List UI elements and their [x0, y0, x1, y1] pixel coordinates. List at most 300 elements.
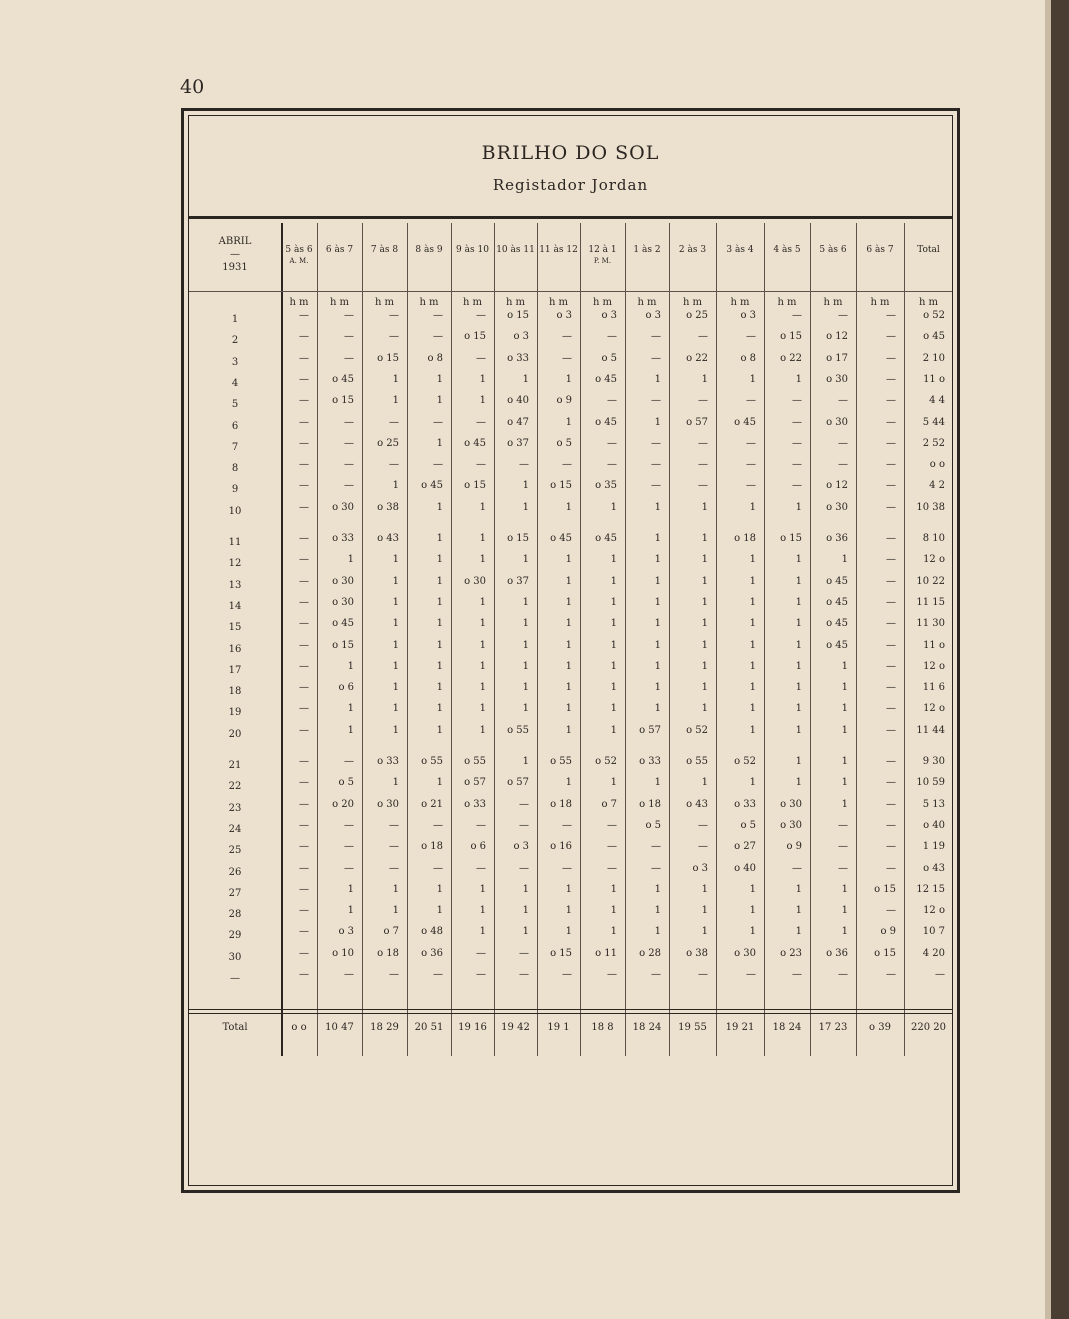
table-cell: —	[299, 310, 309, 321]
table-cell: 1	[701, 703, 708, 715]
table-cell: o 45	[826, 575, 848, 587]
table-cell: —	[607, 331, 617, 343]
table-cell: o 3	[513, 331, 529, 343]
table-cell: 1	[795, 639, 802, 651]
table-cell: 12 o	[923, 905, 945, 917]
table-cell: 1	[522, 480, 529, 492]
table-cell: 11 o	[923, 639, 945, 651]
table-cell: 1	[436, 533, 443, 544]
table-cell: —	[344, 756, 354, 767]
table-cell: o 15	[550, 947, 572, 959]
table-cell: —	[792, 459, 802, 471]
unit-label: h m	[329, 297, 350, 308]
table-cell: o 11	[595, 947, 617, 959]
column-header-label: 2 às 3	[678, 245, 707, 255]
table-cell: o 3	[692, 862, 708, 874]
table-cell: o 36	[826, 533, 848, 544]
table-cell: 1	[479, 596, 486, 608]
day-label: 7	[231, 441, 239, 453]
table-cell: o 7	[383, 926, 399, 938]
year-label: 1931	[222, 262, 248, 273]
table-cell: —	[299, 862, 309, 874]
table-cell: 2 10	[922, 352, 945, 364]
table-cell: 1	[654, 373, 661, 385]
table-cell: o 15	[874, 947, 896, 959]
table-cell: —	[344, 862, 354, 874]
table-cell: 4 2	[929, 480, 945, 492]
day-label: 28	[228, 909, 242, 921]
table-cell: o 15	[507, 533, 529, 544]
column-header	[716, 233, 764, 283]
table-cell: o 38	[686, 947, 708, 959]
table-cell: 1	[701, 618, 708, 630]
unit-label: h m	[637, 297, 657, 308]
table-cell: —	[886, 777, 896, 789]
table-cell: —	[886, 862, 896, 874]
table-cell: o 23	[780, 947, 802, 959]
table-cell: —	[299, 373, 309, 385]
table-cell: 1	[565, 575, 572, 587]
day-label: 6	[231, 420, 239, 432]
table-cell: o 25	[686, 310, 708, 321]
table-cell: 1	[654, 618, 661, 630]
table-cell: 1	[795, 575, 802, 587]
day-label: 14	[228, 600, 242, 612]
column-header-label: 10 às 11	[496, 245, 535, 255]
table-cell: —	[299, 883, 309, 895]
table-cell: o 8	[427, 352, 443, 364]
table-cell: 1	[436, 618, 443, 630]
table-cell: 1	[392, 724, 399, 736]
table-cell: 1	[610, 501, 617, 513]
table-cell: o 8	[740, 352, 756, 364]
table-cell: 1	[522, 639, 529, 651]
table-cell: 1	[749, 554, 756, 566]
table-cell: —	[651, 969, 661, 980]
table-cell: o 5	[740, 819, 756, 831]
table-cell: 10 22	[916, 575, 945, 587]
unit-label: h m	[823, 297, 843, 308]
table-cell: 1	[795, 703, 802, 715]
table-cell: —	[476, 862, 486, 874]
table-cell: o 5	[645, 819, 661, 831]
table-cell: o 30	[826, 373, 848, 385]
month-header	[189, 235, 281, 274]
total-row-label: Total	[222, 1022, 248, 1033]
table-cell: 1	[654, 682, 661, 694]
table-cell: 12 o	[923, 554, 945, 566]
table-cell: —	[886, 480, 896, 492]
unit-label: h m	[682, 297, 703, 308]
table-cell: o 30	[780, 819, 802, 831]
table-cell: 1	[565, 703, 572, 715]
table-cell: 1	[565, 777, 572, 789]
table-cell: 1	[795, 554, 802, 566]
table-cell: o 10	[332, 947, 354, 959]
table-cell: —	[886, 618, 896, 630]
table-cell: —	[886, 575, 896, 587]
total-cell: 18 29	[370, 1022, 399, 1033]
table-cell: o 40	[507, 395, 529, 407]
table-cell: o 33	[464, 798, 486, 810]
table-cell: —	[389, 310, 399, 321]
column-header	[451, 233, 494, 283]
column-header	[537, 233, 580, 283]
day-label: 24	[228, 823, 242, 835]
table-cell: 1	[392, 883, 399, 895]
table-cell: o 15	[464, 480, 486, 492]
table-cell: o 6	[470, 841, 486, 853]
table-cell: 1	[479, 926, 486, 938]
table-cell: —	[344, 352, 354, 364]
table-cell: 1	[522, 373, 529, 385]
unit-label: h m	[289, 297, 309, 308]
table-cell: 1	[436, 724, 443, 736]
total-cell: 19 1	[547, 1022, 570, 1033]
table-cell: —	[389, 459, 399, 471]
unit-label: h m	[462, 297, 483, 308]
table-cell: 1	[522, 883, 529, 895]
column-header	[317, 233, 362, 283]
table-cell: o 15	[507, 310, 529, 321]
table-cell: 1	[795, 373, 802, 385]
table-cell: —	[299, 416, 309, 428]
table-cell: 1	[701, 501, 708, 513]
table-cell: o 3	[740, 310, 756, 321]
table-cell: 1	[392, 554, 399, 566]
table-cell: 1	[436, 703, 443, 715]
unit-label: h m	[870, 297, 890, 308]
table-cell: —	[476, 459, 486, 471]
table-cell: 1	[436, 501, 443, 513]
table-cell: o 37	[507, 437, 529, 449]
table-cell: 1	[654, 639, 661, 651]
table-cell: o 15	[550, 480, 572, 492]
column-header-label: 7 às 8	[370, 245, 399, 255]
day-label: 17	[228, 664, 242, 676]
table-cell: —	[389, 331, 399, 343]
table-cell: 1	[749, 501, 756, 513]
table-cell: o 45	[332, 618, 354, 630]
table-cell: o 38	[377, 501, 399, 513]
column-header-label: Total	[917, 245, 940, 255]
table-cell: —	[792, 395, 802, 407]
table-cell: —	[838, 395, 848, 407]
day-label: 8	[231, 463, 239, 475]
table-cell: —	[698, 841, 708, 853]
table-cell: 1	[565, 501, 572, 513]
table-cell: 1	[610, 926, 617, 938]
column-header	[407, 233, 451, 283]
table-cell: 1	[841, 660, 848, 672]
table-cell: 1	[610, 777, 617, 789]
table-cell: o 5	[601, 352, 617, 364]
table-cell: —	[299, 756, 309, 767]
table-cell: o 45	[550, 533, 572, 544]
table-cell: o 52	[923, 310, 945, 321]
table-cell: —	[299, 724, 309, 736]
table-cell: —	[886, 969, 896, 980]
table-cell: o 3	[601, 310, 617, 321]
table-cell: —	[299, 533, 309, 544]
column-header-label: 12 à 1	[588, 245, 617, 255]
table-cell: —	[607, 459, 617, 471]
table-cell: 1	[795, 883, 802, 895]
table-cell: 1	[841, 756, 848, 767]
table-cell: —	[746, 395, 756, 407]
data-table	[189, 223, 952, 1056]
table-cell: 4 20	[922, 947, 945, 959]
table-cell: —	[433, 862, 443, 874]
table-cell: 1	[392, 480, 399, 492]
day-label: 15	[228, 622, 242, 634]
page-number: 40	[180, 76, 205, 98]
table-cell: —	[519, 862, 529, 874]
table-cell: —	[651, 437, 661, 449]
table-cell: —	[519, 947, 529, 959]
column-header-label: 6 às 7	[325, 245, 354, 255]
table-cell: —	[838, 437, 848, 449]
table-cell: o 33	[734, 798, 756, 810]
table-cell: 12 15	[916, 883, 945, 895]
total-cell: 18 8	[591, 1022, 614, 1033]
table-cell: 1	[479, 883, 486, 895]
table-cell: 1	[347, 554, 354, 566]
table-cell: —	[433, 819, 443, 831]
table-cell: 1	[522, 756, 529, 767]
table-cell: 1	[436, 373, 443, 385]
table-cell: 4 4	[929, 395, 945, 407]
table-cell: 1	[749, 660, 756, 672]
table-cell: o 45	[923, 331, 945, 343]
table-cell: —	[299, 395, 309, 407]
table-cell: o 55	[507, 724, 529, 736]
table-cell: —	[389, 969, 399, 980]
table-cell: —	[886, 905, 896, 917]
month-dash: —	[230, 249, 240, 260]
table-cell: 1	[347, 703, 354, 715]
table-cell: 1	[522, 501, 529, 513]
table-cell: 1	[565, 554, 572, 566]
table-cell: 1	[565, 724, 572, 736]
table-cell: 1	[795, 682, 802, 694]
table-cell: 10 59	[916, 777, 945, 789]
table-cell: —	[886, 819, 896, 831]
table-cell: 1	[479, 724, 486, 736]
table-cell: 1	[795, 926, 802, 938]
table-cell: 1	[479, 905, 486, 917]
table-cell: 1	[795, 501, 802, 513]
table-cell: 1	[610, 724, 617, 736]
table-cell: o 15	[332, 639, 354, 651]
table-cell: 1	[654, 416, 661, 428]
table-cell: —	[886, 756, 896, 767]
table-cell: 1	[749, 905, 756, 917]
table-cell: o 33	[377, 756, 399, 767]
column-header	[281, 233, 317, 283]
table-cell: o 37	[507, 575, 529, 587]
table-cell: —	[562, 459, 572, 471]
table-cell: —	[562, 331, 572, 343]
table-frame-inner	[188, 115, 953, 1186]
table-cell: 1	[841, 905, 848, 917]
table-cell: o 33	[507, 352, 529, 364]
table-cell: 1	[610, 703, 617, 715]
table-cell: —	[519, 459, 529, 471]
table-cell: o 45	[595, 416, 617, 428]
table-cell: —	[792, 862, 802, 874]
table-cell: 1	[565, 682, 572, 694]
table-cell: o 9	[880, 926, 896, 938]
table-cell: 1	[701, 373, 708, 385]
table-cell: o 17	[826, 352, 848, 364]
table-cell: 1	[841, 682, 848, 694]
table-cell: 1	[479, 703, 486, 715]
table-cell: o 5	[338, 777, 354, 789]
table-cell: 12 o	[923, 703, 945, 715]
table-cell: 1	[701, 777, 708, 789]
table-cell: 1	[436, 395, 443, 407]
day-label: 16	[228, 643, 242, 655]
unit-label: h m	[374, 297, 395, 308]
table-cell: 1	[795, 724, 802, 736]
table-cell: 1	[654, 883, 661, 895]
table-cell: 1	[436, 596, 443, 608]
table-cell: o 3	[645, 310, 661, 321]
table-cell: —	[886, 596, 896, 608]
table-cell: 1 19	[922, 841, 945, 853]
table-cell: 1	[610, 596, 617, 608]
day-label: 29	[228, 930, 242, 942]
heading	[189, 116, 952, 222]
table-cell: —	[344, 331, 354, 343]
table-cell: —	[344, 416, 354, 428]
table-cell: 1	[392, 777, 399, 789]
column-header-label: 6 às 7	[866, 245, 894, 255]
table-cell: o 43	[923, 862, 945, 874]
table-cell: 11 30	[916, 618, 945, 630]
table-cell: o 45	[421, 480, 443, 492]
table-cell: 1	[654, 501, 661, 513]
day-label: 12	[228, 558, 242, 570]
table-cell: 1	[522, 682, 529, 694]
table-cell: —	[746, 437, 756, 449]
table-cell: 1	[522, 554, 529, 566]
table-cell: o 52	[686, 724, 708, 736]
table-cell: 1	[610, 618, 617, 630]
table-cell: —	[299, 459, 309, 471]
table-cell: o 45	[826, 618, 848, 630]
table-cell: o 30	[332, 575, 354, 587]
day-label: 30	[228, 951, 242, 963]
table-cell: 1	[795, 660, 802, 672]
table-cell: o 5	[556, 437, 572, 449]
table-cell: —	[607, 819, 617, 831]
heading-rule	[189, 216, 952, 219]
table-cell: 1	[610, 575, 617, 587]
table-cell: —	[433, 969, 443, 980]
table-cell: 1	[841, 798, 848, 810]
table-cell: 1	[392, 395, 399, 407]
table-cell: 1	[347, 905, 354, 917]
table-cell: 1	[347, 883, 354, 895]
table-cell: o 45	[734, 416, 756, 428]
table-cell: —	[299, 682, 309, 694]
table-cell: 1	[479, 501, 486, 513]
table-cell: —	[344, 969, 354, 980]
table-cell: 1	[749, 575, 756, 587]
column-header-label: 4 às 5	[773, 245, 801, 255]
table-cell: —	[651, 841, 661, 853]
table-cell: o 57	[464, 777, 486, 789]
table-cell: 1	[749, 639, 756, 651]
total-cell: 19 21	[725, 1022, 755, 1033]
table-cell: —	[698, 969, 708, 980]
table-cell: —	[476, 416, 486, 428]
table-cell: o 45	[595, 533, 617, 544]
table-cell: —	[886, 416, 896, 428]
table-cell: o 30	[734, 947, 756, 959]
table-cell: 11 15	[916, 596, 945, 608]
table-cell: —	[299, 331, 309, 343]
table-cell: 1	[841, 703, 848, 715]
table-cell: o 57	[507, 777, 529, 789]
total-cell: 19 42	[501, 1022, 530, 1033]
table-cell: 1	[565, 883, 572, 895]
table-cell: 1	[795, 905, 802, 917]
table-cell: —	[651, 395, 661, 407]
table-cell: 1	[522, 660, 529, 672]
table-cell: 1	[749, 777, 756, 789]
day-label: 18	[228, 686, 242, 698]
table-cell: —	[476, 947, 486, 959]
table-cell: o 30	[464, 575, 486, 587]
day-label: 27	[228, 887, 242, 899]
table-cell: —	[886, 841, 896, 853]
table-cell: 1	[392, 575, 399, 587]
table-cell: 10 7	[922, 926, 945, 938]
table-cell: o 20	[332, 798, 354, 810]
day-label: 2	[231, 335, 239, 347]
table-cell: 1	[610, 905, 617, 917]
table-cell: 1	[347, 660, 354, 672]
table-cell: o 45	[464, 437, 486, 449]
table-cell: o 22	[780, 352, 802, 364]
table-cell: o 33	[332, 533, 354, 544]
table-cell: 1	[654, 575, 661, 587]
table-cell: o 15	[464, 331, 486, 343]
table-cell: o 55	[464, 756, 486, 767]
table-cell: 1	[701, 926, 708, 938]
column-header	[362, 233, 407, 283]
table-cell: —	[344, 459, 354, 471]
table-cell: o 9	[786, 841, 802, 853]
table-cell: —	[792, 480, 802, 492]
table-cell: o 55	[421, 756, 443, 767]
table-cell: o 36	[421, 947, 443, 959]
table-cell: 1	[565, 618, 572, 630]
table-cell: —	[562, 819, 572, 831]
day-label: 3	[231, 356, 239, 368]
table-cell: 1	[701, 554, 708, 566]
column-header	[904, 233, 953, 283]
table-cell: 1	[392, 596, 399, 608]
page-subtitle: Registador Jordan	[492, 176, 649, 194]
table-cell: —	[886, 682, 896, 694]
table-cell: —	[607, 969, 617, 980]
table-cell: 1	[436, 682, 443, 694]
table-cell: 1	[701, 596, 708, 608]
